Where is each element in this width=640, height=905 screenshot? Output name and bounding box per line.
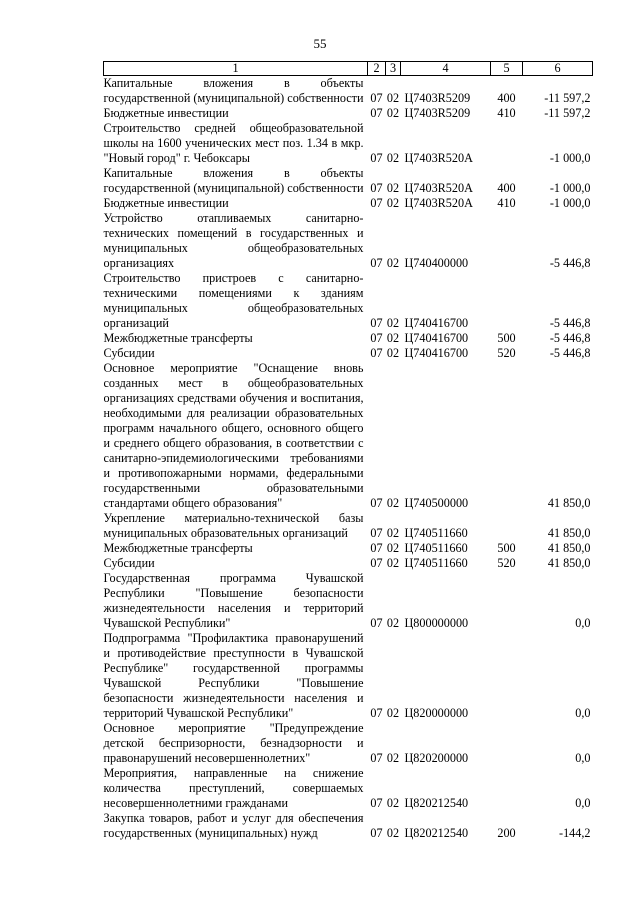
- row-name: Мероприятия, направленные на снижение количества преступлений, совершаемых несовершеннолетними гражданами: [103, 766, 364, 810]
- row-target-article: Ц820212540: [404, 796, 469, 810]
- table-row: [104, 571, 593, 631]
- row-name: Строительство средней общеобразовательной школы на 1600 ученических мест поз. 1.34 в мкр. "Новый город" г. Чебоксары: [103, 121, 364, 165]
- header-row: [104, 62, 593, 76]
- row-target-article: Ц800000000: [404, 616, 469, 630]
- row-section: 07: [370, 181, 383, 195]
- row-name: Капитальные вложения в объекты государственной (муниципальной) собственности: [103, 166, 364, 195]
- row-amount: -5 446,8: [549, 316, 591, 330]
- row-section: 07: [370, 346, 383, 360]
- table-header: [104, 62, 593, 76]
- row-expense-type: [491, 571, 523, 631]
- table-row: [104, 721, 593, 766]
- row-target-article: Ц820212540: [404, 826, 469, 840]
- table-row: [104, 511, 593, 541]
- row-target-article: Ц740416700: [404, 346, 469, 360]
- row-subsection: 02: [386, 796, 400, 810]
- row-amount: 41 850,0: [547, 526, 591, 540]
- row-expense-type: [491, 271, 523, 331]
- row-target-article: Ц740500000: [404, 496, 469, 510]
- row-subsection: 02: [386, 556, 400, 570]
- row-section: 07: [370, 496, 383, 510]
- row-name: Субсидии: [103, 556, 155, 570]
- row-expense-type: [491, 361, 523, 511]
- row-target-article: Ц7403R520А: [404, 196, 473, 210]
- row-subsection: 02: [386, 541, 400, 555]
- table-row: [104, 271, 593, 331]
- row-amount: 0,0: [575, 796, 591, 810]
- table-row: [104, 766, 593, 811]
- row-expense-type: [491, 211, 523, 271]
- row-section: 07: [370, 541, 383, 555]
- row-subsection: 02: [386, 196, 400, 210]
- row-expense-type: 500: [497, 331, 516, 345]
- row-target-article: Ц7403R520А: [404, 151, 473, 165]
- row-name: Капитальные вложения в объекты государственной (муниципальной) собственности: [103, 76, 364, 105]
- row-target-article: Ц7403R520А: [404, 181, 473, 195]
- row-subsection: 02: [386, 616, 400, 630]
- row-amount: -5 446,8: [549, 331, 591, 345]
- row-section: 07: [370, 196, 383, 210]
- row-name: Бюджетные инвестиции: [103, 196, 229, 210]
- row-name: Основное мероприятие "Предупреждение детской беспризорности, безнадзорности и правонарушений несовершеннолетних": [103, 721, 364, 765]
- row-amount: 0,0: [575, 706, 591, 720]
- table-row: [104, 541, 593, 556]
- row-section: 07: [370, 526, 383, 540]
- row-expense-type: [491, 766, 523, 811]
- row-amount: -1 000,0: [549, 181, 591, 195]
- table-row: [104, 361, 593, 511]
- row-expense-type: [491, 121, 523, 166]
- row-expense-type: [491, 631, 523, 721]
- table-row: [104, 631, 593, 721]
- row-name: Межбюджетные трансферты: [103, 541, 253, 555]
- row-target-article: Ц820200000: [404, 751, 469, 765]
- row-name: Укрепление материально-технической базы муниципальных образовательных организаций: [103, 511, 364, 540]
- row-name: Устройство отапливаемых санитарно-технических помещений в государственных и муниципальных общеобразовательных организациях: [103, 211, 364, 270]
- row-amount: -1 000,0: [549, 151, 591, 165]
- row-expense-type: 200: [497, 826, 516, 840]
- row-amount: -11 597,2: [544, 106, 591, 120]
- table-body: [104, 76, 593, 842]
- row-name: Строительство пристроев с санитарно-техническими помещениями к зданиям муниципальных общеобразовательных организаций: [103, 271, 364, 330]
- row-target-article: Ц7403R5209: [404, 91, 471, 105]
- row-target-article: Ц740416700: [404, 331, 469, 345]
- row-subsection: 02: [386, 826, 400, 840]
- budget-table: [103, 61, 593, 841]
- row-name: Межбюджетные трансферты: [103, 331, 253, 345]
- row-target-article: Ц740416700: [404, 316, 469, 330]
- row-subsection: 02: [386, 91, 400, 105]
- row-target-article: Ц740400000: [404, 256, 469, 270]
- row-section: 07: [370, 706, 383, 720]
- table-row: [104, 76, 593, 107]
- header-col-6: 6: [523, 62, 593, 76]
- table-row: [104, 346, 593, 361]
- row-section: 07: [370, 826, 383, 840]
- table-row: [104, 106, 593, 121]
- row-expense-type: [491, 511, 523, 541]
- row-subsection: 02: [386, 331, 400, 345]
- row-amount: -11 597,2: [544, 91, 591, 105]
- row-section: 07: [370, 91, 383, 105]
- row-target-article: Ц740511660: [404, 526, 468, 540]
- header-col-1: 1: [104, 62, 368, 76]
- row-amount: 41 850,0: [547, 556, 591, 570]
- header-col-3: 3: [386, 62, 401, 76]
- row-expense-type: 400: [497, 181, 516, 195]
- row-section: 07: [370, 796, 383, 810]
- table-row: [104, 331, 593, 346]
- row-amount: -5 446,8: [549, 256, 591, 270]
- row-expense-type: 520: [497, 346, 516, 360]
- row-expense-type: 410: [497, 106, 516, 120]
- row-section: 07: [370, 256, 383, 270]
- row-subsection: 02: [386, 316, 400, 330]
- row-subsection: 02: [386, 496, 400, 510]
- row-section: 07: [370, 331, 383, 345]
- row-name: Основное мероприятие "Оснащение вновь созданных мест в общеобразовательных организациях средствами обучения и воспитания, необходимыми для реализации образовательных программ начального общего, основного общего и среднего общего образования, в соответствии с санитарно-эпидемиологическими требованиями и противопожарными нормами, федеральными государственными образовательными стандартами общего образования": [103, 361, 364, 510]
- row-amount: 0,0: [575, 616, 591, 630]
- table-row: [104, 166, 593, 196]
- row-subsection: 02: [386, 706, 400, 720]
- header-col-5: 5: [491, 62, 523, 76]
- row-section: 07: [370, 751, 383, 765]
- row-target-article: Ц7403R5209: [404, 106, 471, 120]
- row-name: Бюджетные инвестиции: [103, 106, 229, 120]
- row-subsection: 02: [386, 346, 400, 360]
- row-expense-type: 400: [497, 91, 516, 105]
- row-amount: 41 850,0: [547, 496, 591, 510]
- table-row: [104, 196, 593, 211]
- row-subsection: 02: [386, 181, 400, 195]
- table-row: [104, 556, 593, 571]
- row-section: 07: [370, 556, 383, 570]
- row-amount: 41 850,0: [547, 541, 591, 555]
- row-expense-type: [491, 721, 523, 766]
- row-subsection: 02: [386, 526, 400, 540]
- row-subsection: 02: [386, 751, 400, 765]
- row-target-article: Ц740511660: [404, 556, 468, 570]
- row-section: 07: [370, 316, 383, 330]
- row-subsection: 02: [386, 256, 400, 270]
- header-col-4: 4: [401, 62, 491, 76]
- row-amount: -5 446,8: [549, 346, 591, 360]
- table-row: [104, 121, 593, 166]
- row-name: Закупка товаров, работ и услуг для обеспечения государственных (муниципальных) нужд: [103, 811, 364, 840]
- row-section: 07: [370, 106, 383, 120]
- header-col-2: 2: [368, 62, 386, 76]
- row-subsection: 02: [386, 106, 400, 120]
- row-amount: 0,0: [575, 751, 591, 765]
- row-amount: -144,2: [559, 826, 591, 840]
- row-subsection: 02: [386, 151, 400, 165]
- row-expense-type: 410: [497, 196, 516, 210]
- row-section: 07: [370, 616, 383, 630]
- row-name: Государственная программа Чувашской Республики "Повышение безопасности жизнедеятельности населения и территорий Чувашской Республики": [103, 571, 364, 630]
- page-number: 55: [313, 36, 327, 51]
- row-name: Субсидии: [103, 346, 155, 360]
- table-row: [104, 811, 593, 841]
- row-section: 07: [370, 151, 383, 165]
- row-target-article: Ц740511660: [404, 541, 468, 555]
- row-expense-type: 520: [497, 556, 516, 570]
- row-target-article: Ц820000000: [404, 706, 469, 720]
- table-row: [104, 211, 593, 271]
- row-amount: -1 000,0: [549, 196, 591, 210]
- row-expense-type: 500: [497, 541, 516, 555]
- row-name: Подпрограмма "Профилактика правонарушений и противодействие преступности в Чувашской Республике" государственной программы Чувашской Республики "Повышение безопасности жизнедеятельности населения и территорий Чувашской Республики": [103, 631, 364, 720]
